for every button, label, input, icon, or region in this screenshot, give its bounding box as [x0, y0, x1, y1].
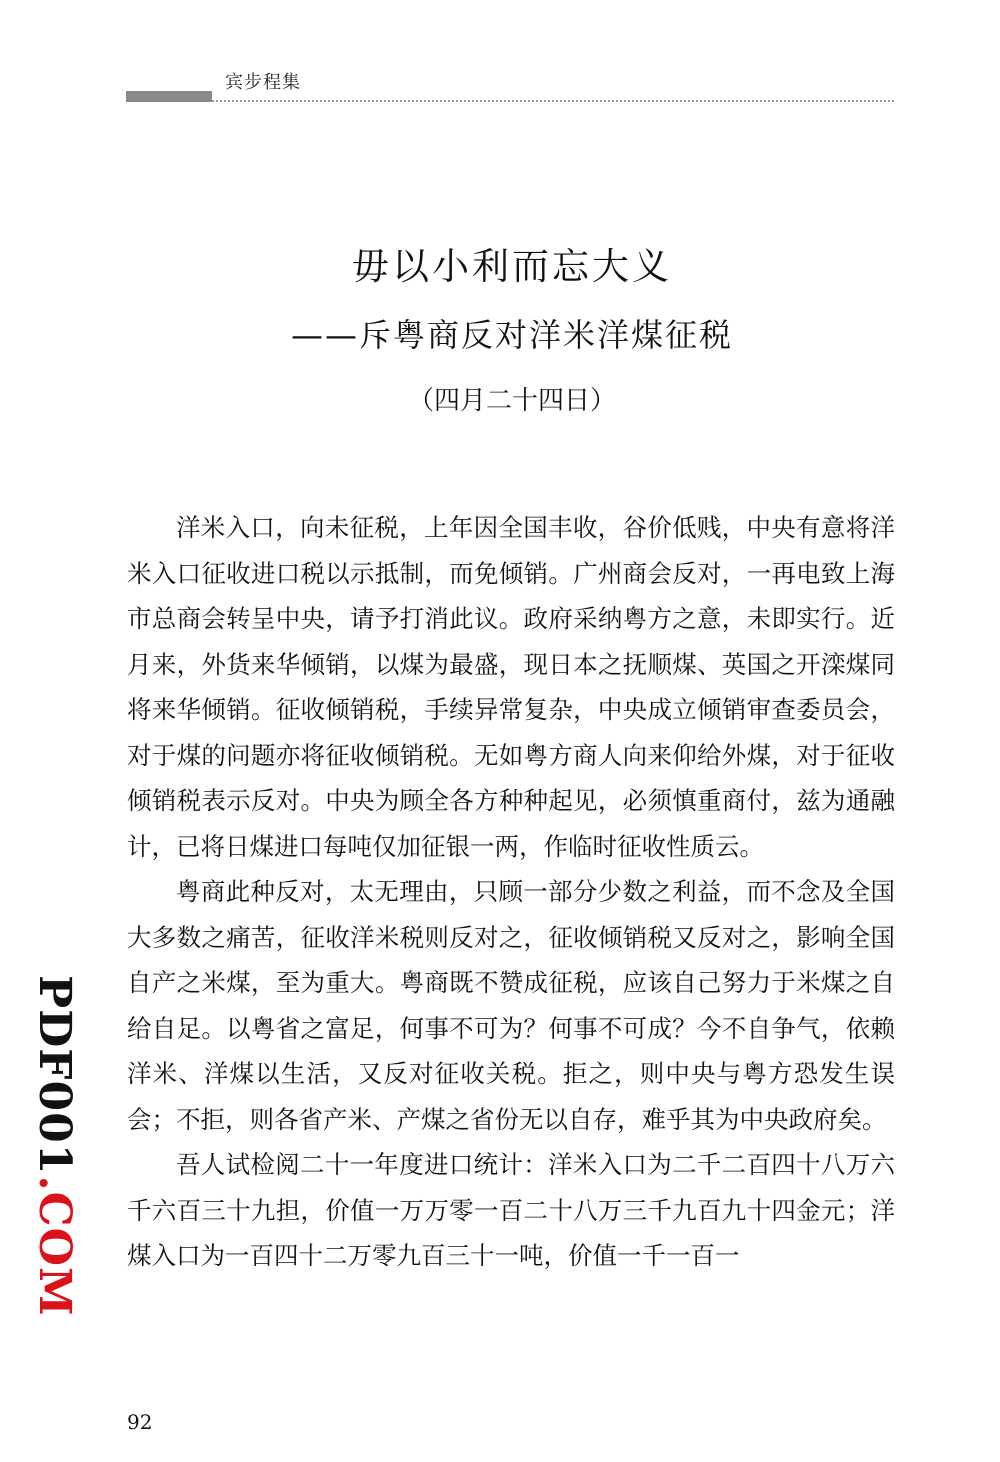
- watermark-part-2: .COM: [29, 1175, 80, 1317]
- header-bar: [126, 91, 212, 102]
- header-dotted-rule: [212, 100, 894, 102]
- article-body: [127, 505, 895, 1279]
- running-head-title: 宾步程集: [225, 72, 301, 93]
- article-title: 毋以小利而忘大义: [352, 245, 672, 288]
- article-subtitle: ——斥粤商反对洋米洋煤征税: [290, 316, 733, 354]
- paragraph-2: 粤商此种反对，太无理由，只顾一部分少数之利益，而不念及全国大多数之痛苦，征收洋米税则反对之，征收倾销税又反对之，影响全国自产之米煤，至为重大。粤商既不赞成征税，应该自己努力于米煤之自给自足。以粤省之富足，何事不可为？何事不可成？今不自争气，依赖洋米、洋煤以生活，又反对征收关税。拒之，则中央与粤方恐发生误会；不拒，则各省产米、产煤之省份无以自存，难乎其为中央政府矣。: [127, 877, 895, 1134]
- paragraph-3: 吾人试检阅二十一年度进口统计：洋米入口为二千二百四十八万六千六百三十九担，价值一万万零一百二十八万三千九百九十四金元；洋煤入口为一百四十二万零九百三十一吨，价值一千一百一: [127, 1150, 895, 1270]
- article-date: （四月二十四日）: [407, 386, 616, 416]
- watermark: [29, 975, 80, 1317]
- page-number: 92: [127, 1410, 153, 1434]
- paragraph-1: 洋米入口，向未征税，上年因全国丰收，谷价低贱，中央有意将洋米入口征收进口税以示抵制，而免倾销。广州商会反对，一再电致上海市总商会转呈中央，请予打消此议。政府采纳粤方之意，未即实行。近月来，外货来华倾销，以煤为最盛，现日本之抚顺煤、英国之开滦煤同将来华倾销。征收倾销税，手续异常复杂，中央成立倾销审查委员会，对于煤的问题亦将征收倾销税。无如粤方商人向来仰给外煤，对于征收倾销税表示反对。中央为顾全各方种种起见，必须慎重商付，兹为通融计，已将日煤进口每吨仅加征银一两，作临时征收性质云。: [127, 513, 895, 861]
- watermark-part-1: PDF001: [29, 975, 80, 1176]
